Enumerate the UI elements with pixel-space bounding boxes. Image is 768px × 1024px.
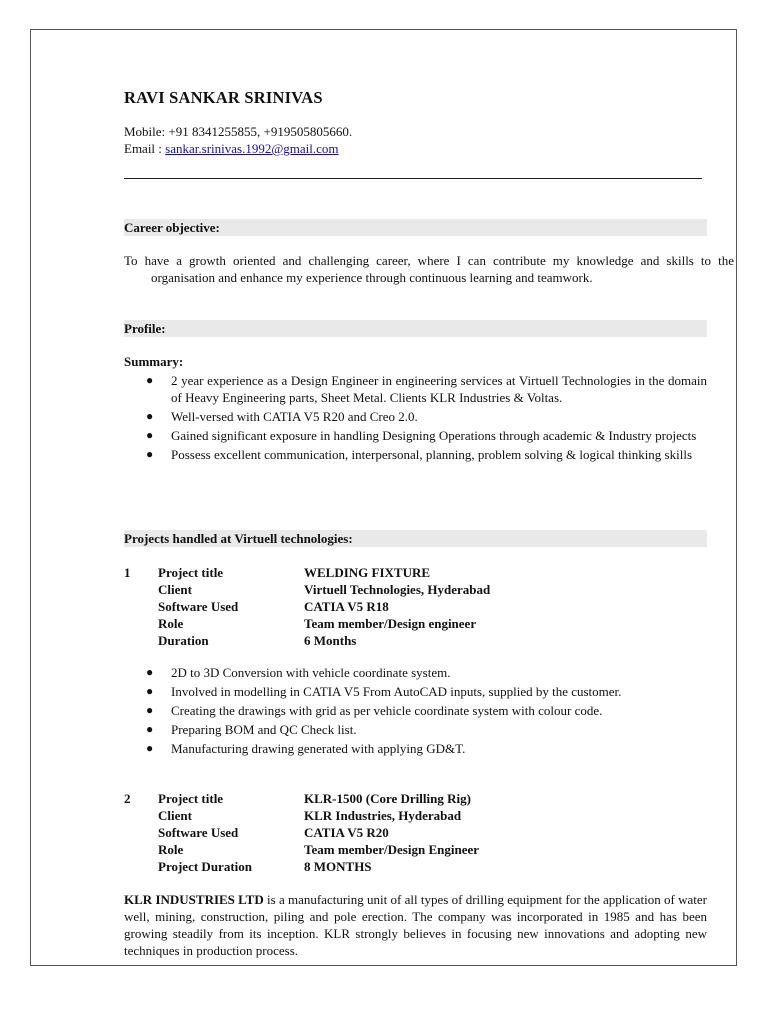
table-row: Project Duration 8 MONTHS xyxy=(158,859,372,874)
project-number: 2 xyxy=(124,791,131,806)
table-row: 2 Project title KLR-1500 (Core Drilling Rig) xyxy=(124,791,471,806)
projects-heading: Projects handled at Virtuell technologies: xyxy=(124,530,707,547)
email-label: Email : xyxy=(124,141,166,156)
summary-heading: Summary: xyxy=(124,354,184,369)
list-item: ● Manufacturing drawing generated with applying GD&T. xyxy=(146,741,466,756)
candidate-name: RAVI SANKAR SRINIVAS xyxy=(124,88,323,107)
list-item: ● Possess excellent communication, interpersonal, planning, problem solving & logical thinking skills xyxy=(146,447,693,462)
email-link[interactable]: sankar.srinivas.1992@gmail.com xyxy=(165,141,339,156)
project-1-tasks xyxy=(124,664,707,759)
career-objective-text: To have a growth oriented and challenging career, where I can contribute my knowledge and skills to the organisation and enhance my experience through continuous learning and teamwork. xyxy=(124,253,734,285)
bullet-icon: ● xyxy=(146,428,154,442)
contact-block xyxy=(124,123,352,157)
bullet-icon: ● xyxy=(146,373,154,387)
list-item: ● Preparing BOM and QC Check list. xyxy=(146,722,357,737)
table-row: Software Used CATIA V5 R20 xyxy=(158,825,389,840)
klr-description xyxy=(124,891,707,959)
summary-list xyxy=(124,372,707,465)
project-2-details xyxy=(124,790,707,875)
table-row: Client Virtuell Technologies, Hyderabad xyxy=(158,582,491,597)
table-row: 1 Project title WELDING FIXTURE xyxy=(124,565,431,580)
table-row: Role Team member/Design engineer xyxy=(158,616,477,631)
klr-company-name: KLR INDUSTRIES LTD xyxy=(124,892,264,907)
list-item: ● Well-versed with CATIA V5 R20 and Creo 2.0. xyxy=(146,409,418,424)
email-line xyxy=(124,140,352,157)
table-row: Client KLR Industries, Hyderabad xyxy=(158,808,462,823)
list-item: ● Gained significant exposure in handling Designing Operations through academic & Industry projects xyxy=(146,428,697,443)
bullet-icon: ● xyxy=(146,684,154,698)
table-row: Duration 6 Months xyxy=(158,633,357,648)
header-divider xyxy=(124,178,702,179)
project-1-details xyxy=(124,564,707,649)
bullet-icon: ● xyxy=(146,722,154,736)
profile-heading: Profile: xyxy=(124,320,707,337)
career-objective-heading: Career objective: xyxy=(124,219,707,236)
bullet-icon: ● xyxy=(146,741,154,755)
resume-page xyxy=(30,29,737,966)
list-item: ● 2D to 3D Conversion with vehicle coordinate system. xyxy=(146,665,451,680)
mobile-value: +91 8341255855, +919505805660. xyxy=(168,124,353,139)
klr-description-text: is a manufacturing unit of all types of drilling equipment for the application of water well, mining, construction, piling and pole erection. The company was incorporated in 1985 and has been growing steadily from its inception. KLR strongly believes in focusing new innovations and adopting new techniques in production process. xyxy=(124,892,707,958)
list-item: ● Creating the drawings with grid as per vehicle coordinate system with colour code. xyxy=(146,703,603,718)
table-row: Role Team member/Design Engineer xyxy=(158,842,479,857)
mobile-line xyxy=(124,123,352,140)
list-item: ● 2 year experience as a Design Engineer in engineering services at Virtuell Technologies in the domain of Heavy Engineering parts, Sheet Metal. Clients KLR Industries & Voltas. xyxy=(146,373,707,405)
list-item: ● Involved in modelling in CATIA V5 From AutoCAD inputs, supplied by the customer. xyxy=(146,684,622,699)
mobile-label: Mobile: xyxy=(124,124,169,139)
bullet-icon: ● xyxy=(146,665,154,679)
bullet-icon: ● xyxy=(146,703,154,717)
bullet-icon: ● xyxy=(146,409,154,423)
project-number: 1 xyxy=(124,565,131,580)
bullet-icon: ● xyxy=(146,447,154,461)
table-row: Software Used CATIA V5 R18 xyxy=(158,599,389,614)
